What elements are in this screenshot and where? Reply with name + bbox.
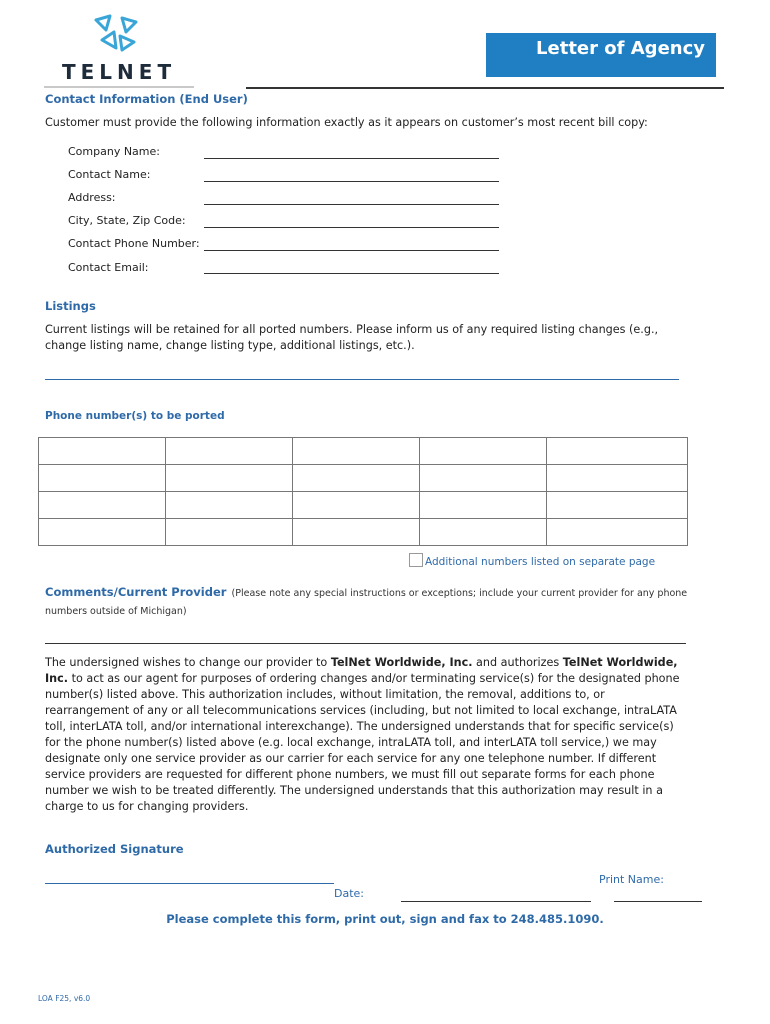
phone-cell[interactable] xyxy=(293,519,420,546)
phone-cell[interactable] xyxy=(293,465,420,492)
form-version: LOA F25, v6.0 xyxy=(38,994,91,1003)
phone-cell[interactable] xyxy=(166,492,293,519)
phone-cell[interactable] xyxy=(293,438,420,465)
listings-text: Current listings will be retained for all ported numbers. Please inform us of any required listing changes (e.g., change listing name, change listing type, additional listings, etc.). xyxy=(45,323,659,352)
auth-part3: to act as our agent for purposes of ordering changes and/or terminating service(s) for the designated phone number(s) listed above. This authorization includes, without limitation, the removal, additions to, or rearrangement of any or all telecommunications services (including, but not limited to local exchange, intraLATA toll, interLATA toll, and/or international interexchange). The undersigned understands that for specific service(s) for the phone number(s) listed above (e.g. local exchange, intraLATA toll, and interLATA toll service,) we may designate only one service provider as our carrier for each service for any one telephone number. If different service providers are requested for different phone numbers, we must fill out separate forms for each phone number we wish to be treated differently. The undersigned understands that this authorization may result in a charge to us for changing providers. xyxy=(45,672,680,813)
phone-cell[interactable] xyxy=(420,519,547,546)
fax-instruction: Please complete this form, print out, sign and fax to 248.485.1090. xyxy=(166,912,604,926)
phone-cell[interactable] xyxy=(420,465,547,492)
authorization-text xyxy=(45,655,685,815)
phone-cell[interactable] xyxy=(547,465,688,492)
date-label: Date: xyxy=(334,887,364,900)
phone-cell[interactable] xyxy=(547,492,688,519)
auth-part1: The undersigned wishes to change our provider to xyxy=(45,656,331,669)
address-field[interactable] xyxy=(204,204,499,205)
phone-cell[interactable] xyxy=(420,438,547,465)
auth-part2: and authorizes xyxy=(472,656,563,669)
additional-numbers-label: Additional numbers listed on separate page xyxy=(425,556,656,568)
signature-line[interactable] xyxy=(45,883,334,884)
telnet-logo-icon xyxy=(92,12,140,54)
company-name-field[interactable] xyxy=(204,158,499,159)
phones-heading: Phone number(s) to be ported xyxy=(45,410,225,422)
comments-input-line[interactable] xyxy=(45,643,686,644)
phone-cell[interactable] xyxy=(420,492,547,519)
contact-email-field[interactable] xyxy=(204,273,499,274)
phone-cell[interactable] xyxy=(547,519,688,546)
phone-cell[interactable] xyxy=(166,465,293,492)
logo-divider xyxy=(44,86,194,88)
contact-name-label: Contact Name: xyxy=(68,168,151,181)
phone-cell[interactable] xyxy=(293,492,420,519)
contact-phone-field[interactable] xyxy=(204,250,499,251)
phone-cell[interactable] xyxy=(166,438,293,465)
comments-note: (Please note any special instructions or exceptions; include your current provider for any phone numbers outside of Michigan) xyxy=(45,588,688,617)
phone-cell[interactable] xyxy=(547,438,688,465)
comments-block xyxy=(45,583,725,619)
print-name-line[interactable] xyxy=(614,901,702,902)
date-line[interactable] xyxy=(401,901,591,902)
signature-heading: Authorized Signature xyxy=(45,842,184,856)
logo-text: TELNET xyxy=(62,60,177,84)
contact-instruction: Customer must provide the following information exactly as it appears on customer’s most recent bill copy: xyxy=(45,116,648,129)
table-row xyxy=(39,465,688,492)
phone-cell[interactable] xyxy=(39,438,166,465)
city-state-zip-field[interactable] xyxy=(204,227,499,228)
table-row xyxy=(39,519,688,546)
page-title: Letter of Agency xyxy=(486,33,716,77)
phone-cell[interactable] xyxy=(39,519,166,546)
listings-input-line[interactable] xyxy=(45,379,679,380)
contact-phone-label: Contact Phone Number: xyxy=(68,237,200,250)
auth-company-1: TelNet Worldwide, Inc. xyxy=(330,656,473,669)
address-label: Address: xyxy=(68,191,116,204)
company-name-label: Company Name: xyxy=(68,145,160,158)
contact-email-label: Contact Email: xyxy=(68,261,149,274)
comments-heading: Comments/Current Provider xyxy=(45,585,227,599)
contact-heading: Contact Information (End User) xyxy=(45,92,248,106)
additional-numbers-checkbox[interactable] xyxy=(409,553,423,567)
phone-cell[interactable] xyxy=(166,519,293,546)
phone-numbers-table xyxy=(38,437,688,546)
print-name-label: Print Name: xyxy=(599,873,664,886)
city-state-zip-label: City, State, Zip Code: xyxy=(68,214,186,227)
auth-company-2: TelNet Worldwide, Inc. xyxy=(45,656,678,685)
table-row xyxy=(39,492,688,519)
phone-cell[interactable] xyxy=(39,465,166,492)
header-divider xyxy=(246,87,724,89)
phone-cell[interactable] xyxy=(39,492,166,519)
contact-name-field[interactable] xyxy=(204,181,499,182)
listings-heading: Listings xyxy=(45,299,96,313)
table-row xyxy=(39,438,688,465)
